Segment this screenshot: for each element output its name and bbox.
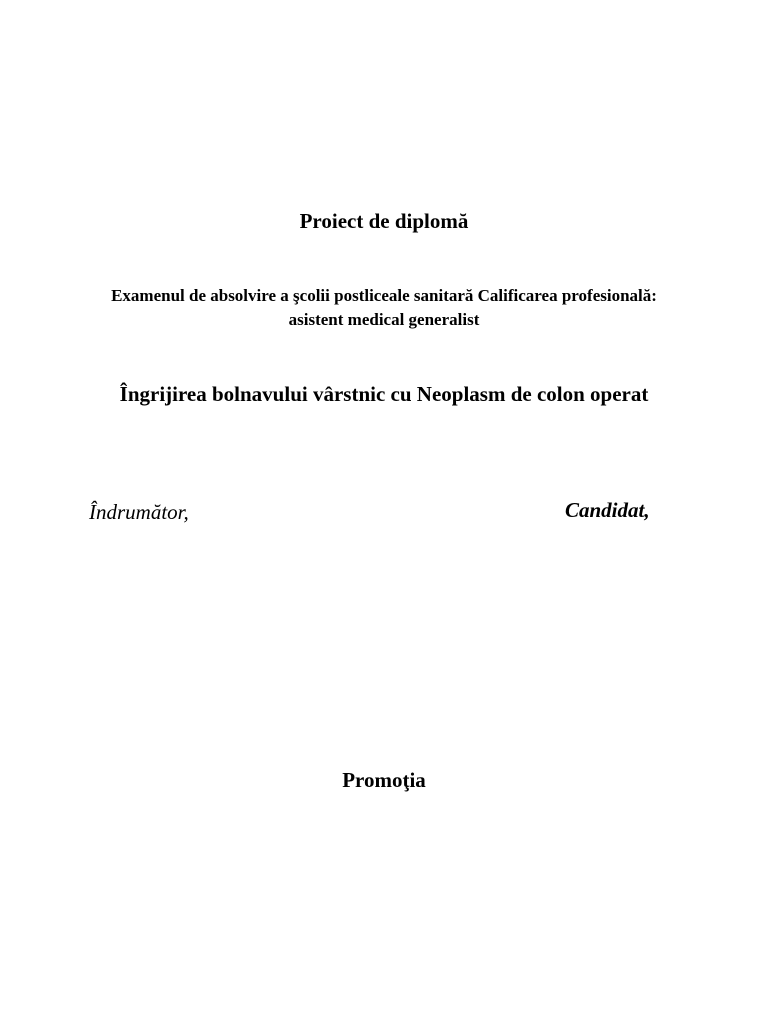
promotion-label: Promoţia <box>342 768 426 792</box>
advisor-label: Îndrumător, <box>89 500 189 524</box>
candidate-label: Candidat, <box>565 498 650 522</box>
document-title: Proiect de diplomă <box>299 209 469 233</box>
exam-subtitle: Examenul de absolvire a şcolii postliceale sanitară Calificarea profesională: asistent medical generalist <box>111 286 657 329</box>
project-topic: Îngrijirea bolnavului vârstnic cu Neoplasm de colon operat <box>119 382 649 406</box>
